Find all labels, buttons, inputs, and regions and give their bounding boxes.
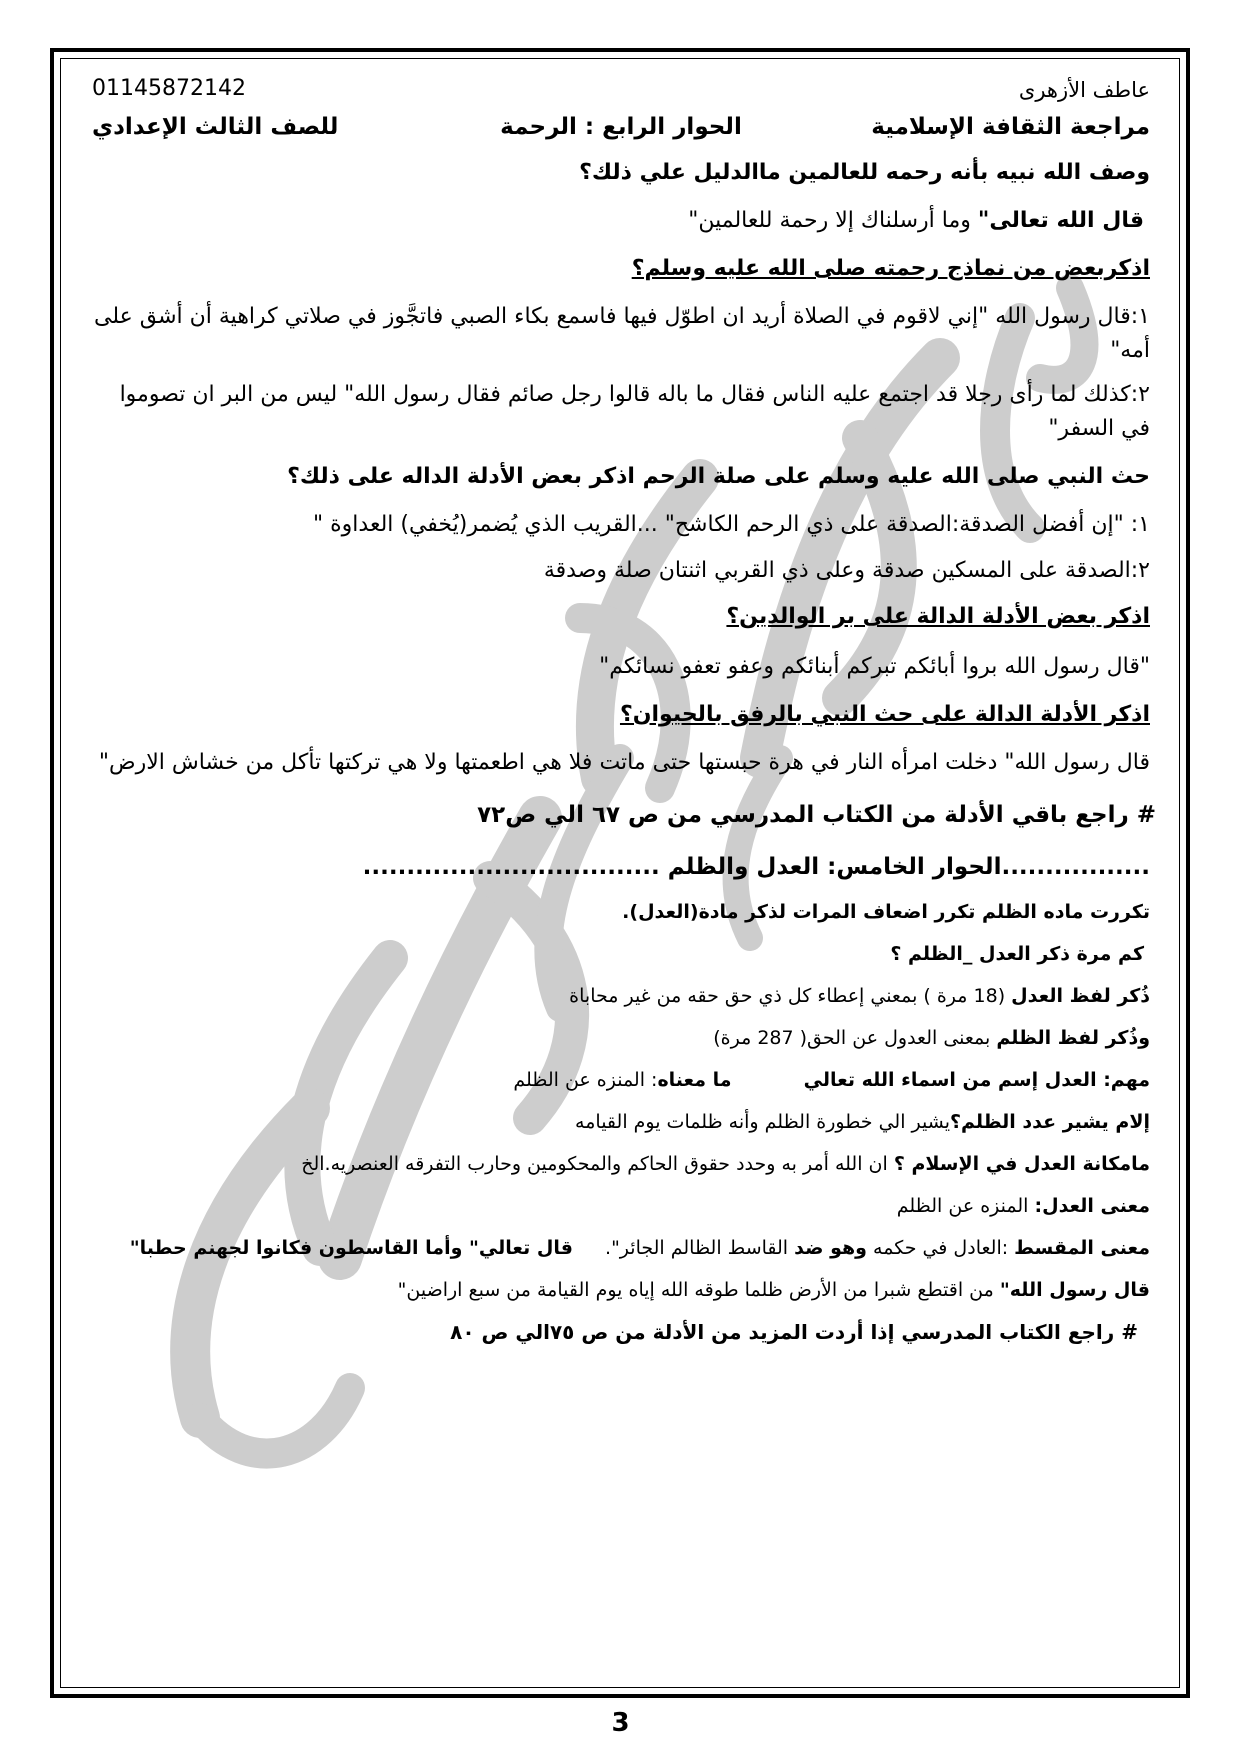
justice-status-text: ان الله أمر به وحدد حقوق الحاكم والمحكومين وحارب التفرقه العنصريه.الخ	[301, 1153, 894, 1175]
justice-count-text: (18 مرة ) بمعني إعطاء كل ذي حق حقه من غير محاباة	[569, 985, 1012, 1007]
muqsit-meaning	[92, 1234, 1150, 1262]
hadith-land-label: قال رسول الله"	[999, 1279, 1150, 1301]
injustice-count-label: وذُكر لفظ الظلم	[996, 1027, 1150, 1049]
answer-3-2: ٢:الصدقة على المسكين صدقة وعلى ذي القربي اثنتان صلة وصدقة	[543, 558, 1150, 583]
lesson-title: الحوار الرابع : الرحمة	[500, 114, 742, 140]
answer-5: قال رسول الله" دخلت امرأه النار في هرة حبستها حتى ماتت فلا هي اطعمتها ولا هي تركتها تأكل من خشاش الارض"	[98, 750, 1150, 775]
answer-3-1: ١: "إن أفضل الصدقة:الصدقة على ذي الرحم الكاشح" ...القريب الذي يُضمر(يُخفي) العداوة "	[313, 512, 1150, 537]
subject-title: مراجعة الثقافة الإسلامية	[871, 114, 1150, 140]
injustice-indication-label: إلام يشير عدد الظلم؟	[949, 1111, 1150, 1133]
page-header	[82, 70, 1160, 150]
answer-2-2: ٢:كذلك لما رأى رجلا قد اجتمع عليه الناس فقال ما باله قالوا رجل صائم فقال رسول الله" ليس من البر ان تصوموا في السفر"	[119, 382, 1150, 441]
page-content	[82, 70, 1160, 1346]
justice-count	[92, 982, 1150, 1010]
justice-name-label: مهم: العدل إسم من اسماء الله تعالي	[803, 1069, 1150, 1091]
question-4: اذكر بعض الأدلة الدالة على بر الوالدين؟	[726, 604, 1150, 629]
question-5: اذكر الأدلة الدالة على حث النبي بالرفق بالحيوان؟	[619, 702, 1150, 727]
answer-1-label: قال الله تعالى"	[977, 208, 1144, 233]
justice-meaning	[92, 1192, 1150, 1220]
injustice-indication	[92, 1108, 1150, 1136]
answer-1-text: وما أرسلناك إلا رحمة للعالمين"	[688, 208, 978, 233]
injustice-count	[92, 1024, 1150, 1052]
phone-number: 01145872142	[92, 76, 246, 101]
justice-count-label: ذُكر لفظ العدل	[1011, 985, 1150, 1007]
muqsit-opposite-label: وهو ضد	[794, 1237, 867, 1259]
statement-1: تكررت ماده الظلم تكرر اضعاف المرات لذكر مادة(العدل).	[622, 901, 1150, 923]
page-number: 3	[611, 1708, 630, 1738]
hadith-land-text: من اقتطع شبرا من الأرض ظلما طوقه الله إياه يوم القيامة من سبع اراضين"	[397, 1279, 1000, 1301]
reference-note-2: # راجع الكتاب المدرسي إذا أردت المزيد من الأدلة من ص ٧٥الي ص ٨٠	[450, 1320, 1138, 1344]
reference-note-1: # راجع باقي الأدلة من الكتاب المدرسي من ص ٦٧ الي ص٧٢	[477, 802, 1156, 828]
section-separator: .................الحوار الخامس: العدل والظلم ..................................	[362, 854, 1150, 880]
answer-1	[92, 204, 1144, 238]
question-2: اذكربعض من نماذج رحمته صلى الله عليه وسلم؟	[631, 256, 1150, 281]
answer-4: "قال رسول الله بروا أبائكم تبركم أبنائكم وعفو تعفو نسائكم"	[599, 654, 1150, 679]
author-name: عاطف الأزهرى	[1018, 78, 1150, 102]
hadith-land	[92, 1276, 1150, 1304]
answer-2-1: ١:قال رسول الله "إني لاقوم في الصلاة أريد ان اطوّل فيها فاسمع بكاء الصبي فاتجَّوز في صلاتي كراهية أن أشق على أمه"	[94, 304, 1150, 363]
question-1: وصف الله نبيه بأنه رحمه للعالمين ماالدليل علي ذلك؟	[579, 160, 1150, 185]
muqsit-label: معنى المقسط	[1014, 1237, 1150, 1259]
justice-meaning-label: معنى العدل:	[1034, 1195, 1150, 1217]
question-3: حث النبي صلى الله عليه وسلم على صلة الرحم اذكر بعض الأدلة الداله على ذلك؟	[287, 464, 1150, 489]
grade-label: للصف الثالث الإعدادي	[92, 114, 339, 140]
question-count: كم مرة ذكر العدل _الظلم ؟	[890, 943, 1144, 965]
justice-name-of-god	[92, 1066, 1150, 1094]
justice-status-label: مامكانة العدل في الإسلام ؟	[893, 1153, 1150, 1175]
injustice-count-text: بمعنى العدول عن الحق( 287 مرة)	[713, 1027, 997, 1049]
muqsit-text-2: القاسط الظالم الجائر".	[605, 1237, 795, 1259]
justice-meaning-text: المنزه عن الظلم	[896, 1195, 1035, 1217]
injustice-indication-text: يشير الي خطورة الظلم وأنه ظلمات يوم القيامه	[575, 1111, 950, 1133]
quran-verse: قال تعالي" وأما القاسطون فكانوا لجهنم حطبا"	[129, 1237, 573, 1259]
meaning-text: : المنزه عن الظلم	[513, 1069, 658, 1091]
justice-status	[92, 1150, 1150, 1178]
meaning-label: ما معناه	[657, 1069, 732, 1091]
muqsit-text-1: :العادل في حكمه	[866, 1237, 1015, 1259]
